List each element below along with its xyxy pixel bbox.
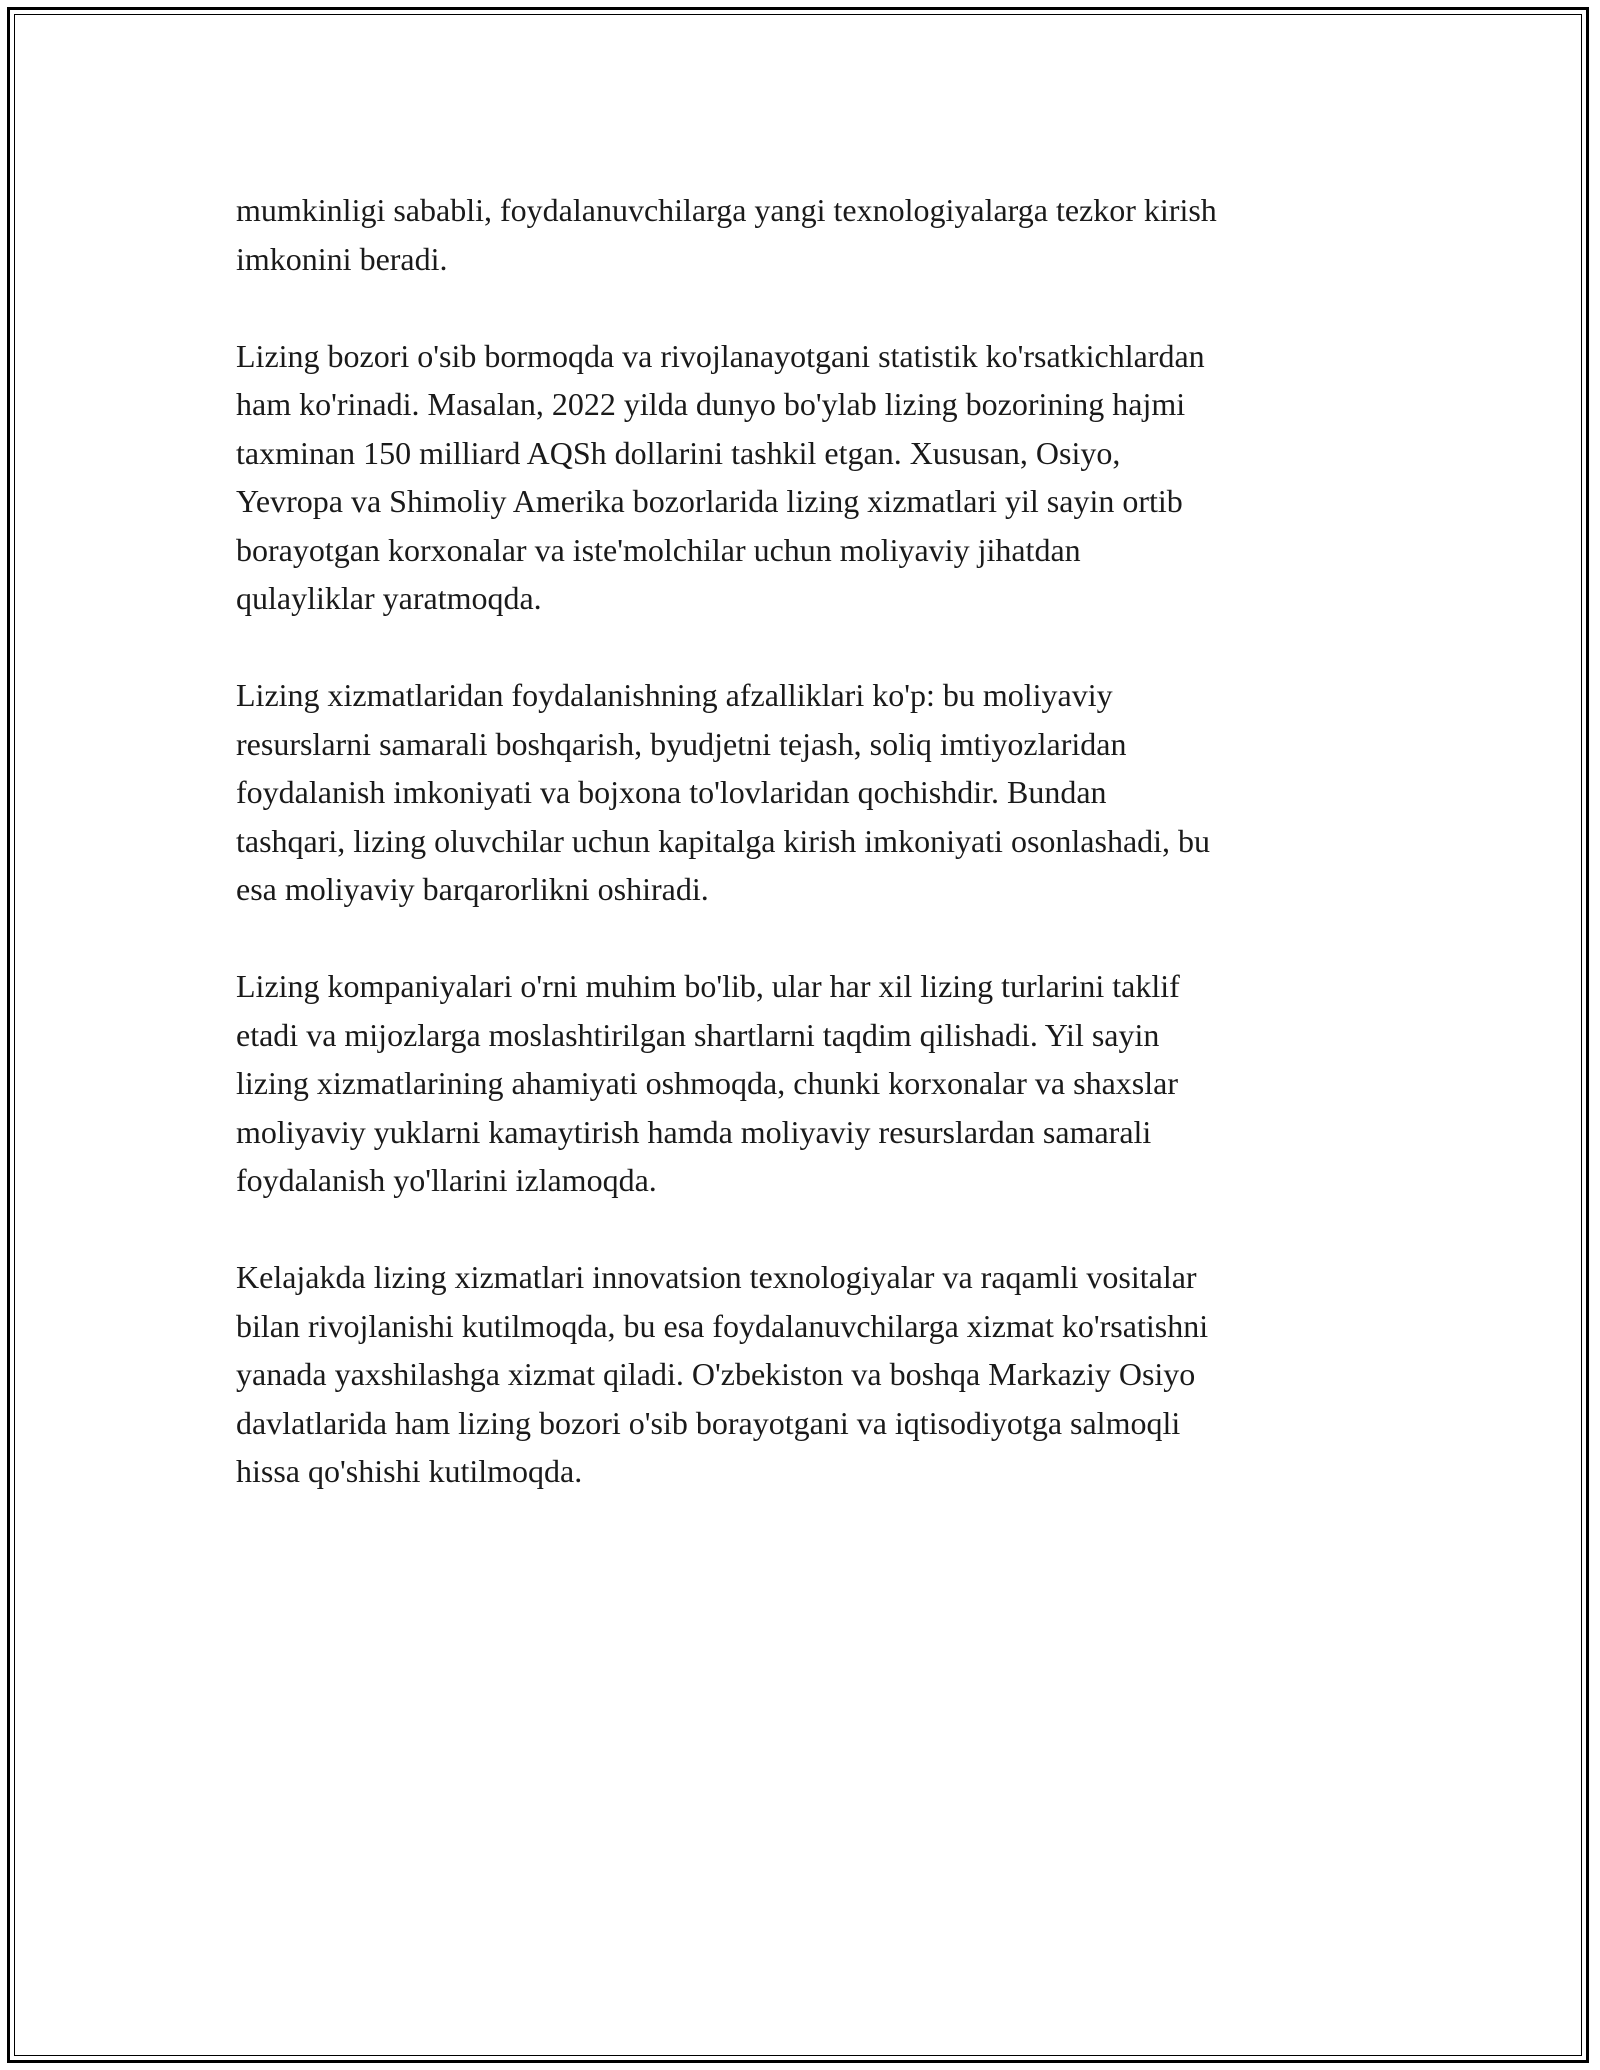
paragraph-3: Lizing xizmatlaridan foydalanishning afzalliklari ko'p: bu moliyaviy resurslarni samarali boshqarish, byudjetni tejash, soliq imtiyozlaridan foydalanish imkoniyati va bojxona to'lovlaridan qochishdir. Bundan tashqari, lizing oluvchilar uchun kapitalga kirish imkoniyati osonlashadi, bu esa moliyaviy barqarorlikni oshiradi.	[236, 677, 1211, 907]
paragraph-5: Kelajakda lizing xizmatlari innovatsion texnologiyalar va raqamli vositalar bilan rivojlanishi kutilmoqda, bu esa foydalanuvchilarga xizmat ko'rsatishni yanada yaxshilashga xizmat qiladi. O'zbekiston va boshqa Markaziy Osiyo davlatlarida ham lizing bozori o'sib borayotgani va iqtisodiyotga salmoqli hissa qo'shishi kutilmoqda.	[236, 1259, 1209, 1489]
paragraph-1: mumkinligi sababli, foydalanuvchilarga yangi texnologiyalarga tezkor kirish imkonini beradi.	[236, 192, 1217, 277]
paragraph-4: Lizing kompaniyalari o'rni muhim bo'lib, ular har xil lizing turlarini taklif etadi va mijozlarga moslashtirilgan shartlarni taqdim qilishadi. Yil sayin lizing xizmatlarining ahamiyati oshmoqda, chunki korxonalar va shaxslar moliyaviy yuklarni kamaytirish hamda moliyaviy resurslardan samarali foydalanish yo'llarini izlamoqda.	[236, 968, 1180, 1198]
document-body	[236, 186, 1376, 1544]
paragraph-2: Lizing bozori o'sib bormoqda va rivojlanayotgani statistik ko'rsatkichlardan ham ko'rinadi. Masalan, 2022 yilda dunyo bo'ylab lizing bozorining hajmi taxminan 150 milliard AQSh dollarini tashkil etgan. Xususan, Osiyo, Yevropa va Shimoliy Amerika bozorlarida lizing xizmatlari yil sayin ortib borayotgan korxonalar va iste'molchilar uchun moliyaviy jihatdan qulayliklar yaratmoqda.	[236, 337, 1205, 616]
